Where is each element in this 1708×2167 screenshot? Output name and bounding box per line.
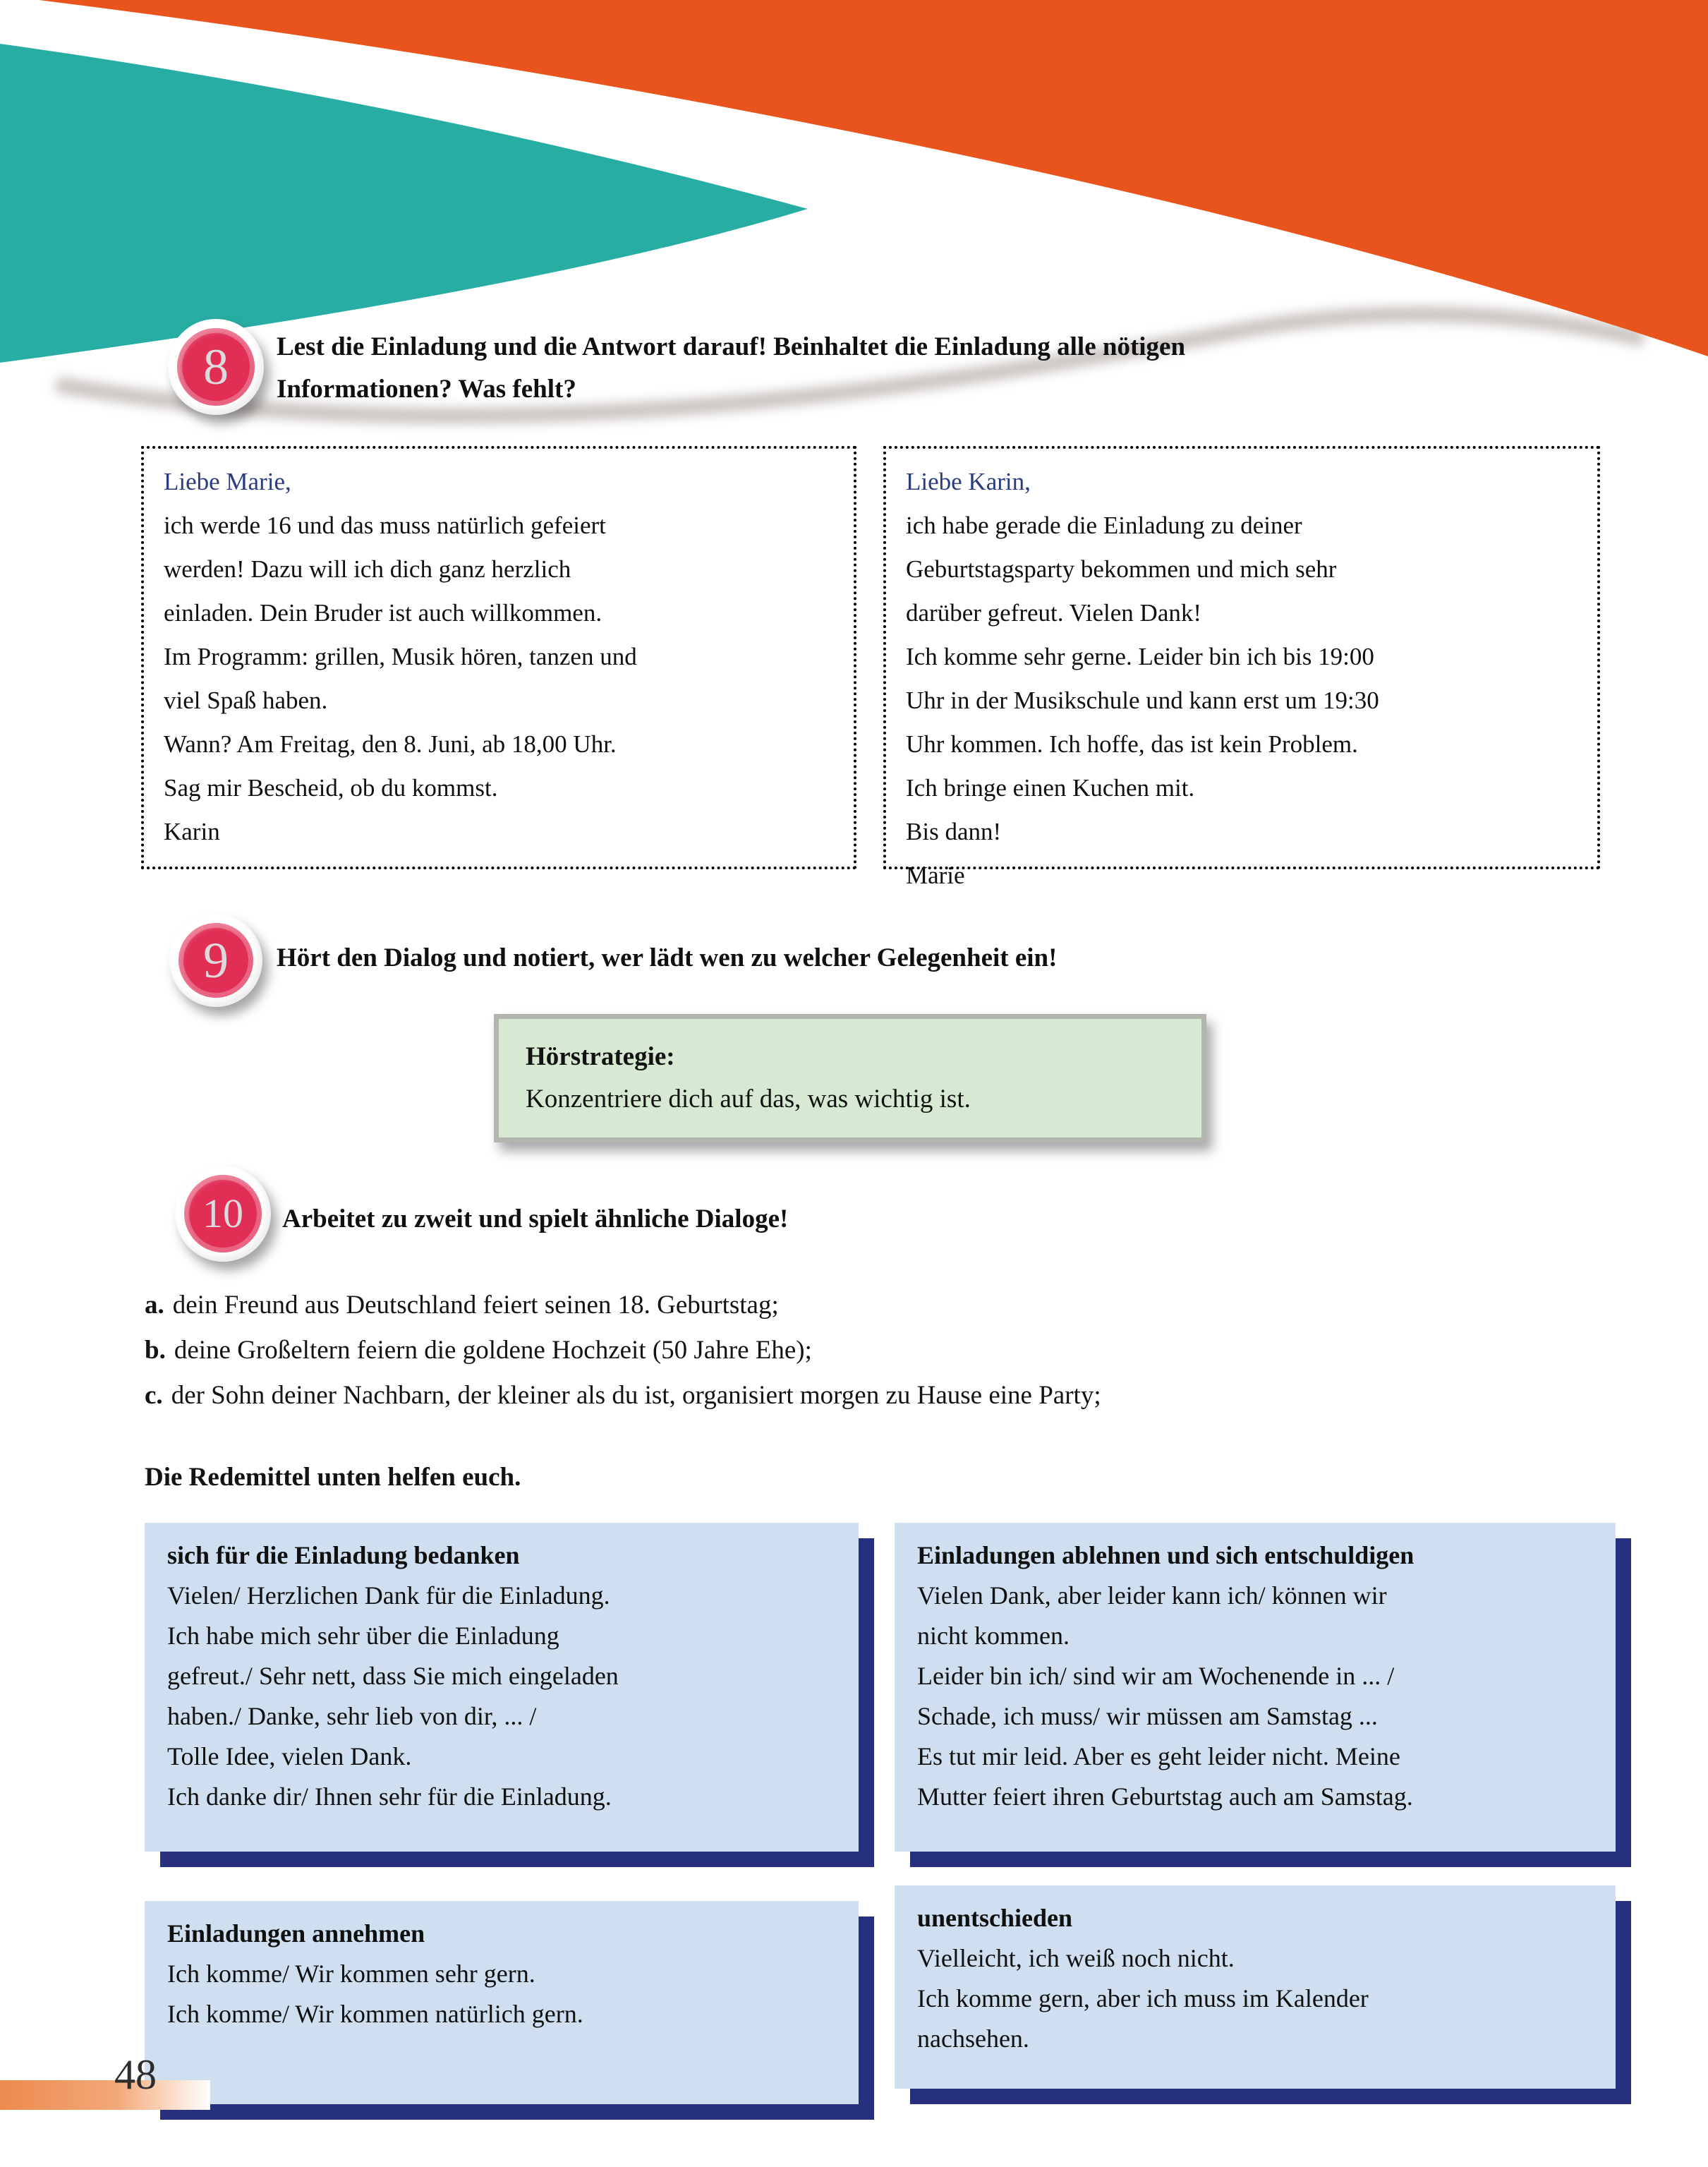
task-item-b: [145, 1328, 812, 1373]
redemittel-line: Es tut mir leid. Aber es geht leider nicht. Meine: [917, 1742, 1400, 1770]
letter-right-line: Ich bringe einen Kuchen mit.: [906, 774, 1195, 802]
letter-right-line: Bis dann!: [906, 818, 1002, 845]
redemittel-line: Vielen/ Herzlichen Dank für die Einladung.: [167, 1581, 610, 1610]
redemittel-box-thanks-title: sich für die Einladung bedanken: [167, 1541, 520, 1569]
letter-left-line: Wann? Am Freitag, den 8. Juni, ab 18,00 Uhr.: [164, 730, 617, 758]
exercise-9-number: [178, 923, 253, 998]
redemittel-box-decline: [895, 1523, 1616, 1852]
redemittel-line: Vielen Dank, aber leider kann ich/ können wir: [917, 1581, 1387, 1610]
strategy-box-title: Hörstrategie:: [526, 1042, 675, 1071]
letter-right-line: Uhr kommen. Ich hoffe, das ist kein Problem.: [906, 730, 1358, 758]
redemittel-line: Ich habe mich sehr über die Einladung: [167, 1622, 559, 1650]
redemittel-box-decline-title: Einladungen ablehnen und sich entschuldigen: [917, 1541, 1415, 1569]
redemittel-box-undecided-title: unentschieden: [917, 1904, 1073, 1932]
letter-left-line: werden! Dazu will ich dich ganz herzlich: [164, 555, 571, 583]
redemittel-box-accept: [145, 1901, 859, 2104]
letter-left-line: ich werde 16 und das muss natürlich gefeiert: [164, 512, 606, 539]
exercise-8-title: [277, 326, 1546, 411]
letter-right-line: ich habe gerade die Einladung zu deiner: [906, 512, 1302, 539]
exercise-10-title-line1: Arbeitet zu zweit und spielt ähnliche Dialoge!: [282, 1205, 789, 1233]
letter-right-line: darüber gefreut. Vielen Dank!: [906, 599, 1202, 627]
task-item-b-text: deine Großeltern feiern die goldene Hochzeit (50 Jahre Ehe);: [174, 1336, 812, 1365]
task-item-a-label: a.: [145, 1291, 164, 1320]
exercise-8-title-line1: Lest die Einladung und die Antwort darauf! Beinhaltet die Einladung alle nötigen: [277, 332, 1186, 361]
exercise-8-badge: [168, 319, 264, 415]
task-item-c-label: c.: [145, 1381, 163, 1410]
letter-right-line: Uhr in der Musikschule und kann erst um 19:30: [906, 687, 1379, 714]
letter-right-greeting: Liebe Karin,: [906, 468, 1031, 495]
redemittel-box-thanks: [145, 1523, 859, 1852]
redemittel-line: Ich danke dir/ Ihnen sehr für die Einladung.: [167, 1782, 612, 1811]
footer-stripe: [0, 2080, 210, 2110]
exercise-8-number: [177, 328, 255, 406]
task-item-c-text: der Sohn deiner Nachbarn, der kleiner als du ist, organisiert morgen zu Hause eine Party;: [171, 1381, 1101, 1410]
letter-left-greeting: Liebe Marie,: [164, 468, 291, 495]
exercise-8-title-line2: Informationen? Was fehlt?: [277, 375, 576, 404]
exercise-10-badge: [175, 1166, 271, 1262]
redemittel-box-accept-title: Einladungen annehmen: [167, 1919, 425, 1948]
letter-left-line: Im Programm: grillen, Musik hören, tanzen und: [164, 643, 637, 670]
exercise-9-badge: [169, 914, 262, 1007]
redemittel-line: Leider bin ich/ sind wir am Wochenende in ... /: [917, 1662, 1395, 1690]
redemittel-line: Vielleicht, ich weiß noch nicht.: [917, 1944, 1235, 1972]
redemittel-line: Tolle Idee, vielen Dank.: [167, 1742, 412, 1770]
redemittel-line: haben./ Danke, sehr lieb von dir, ... /: [167, 1702, 537, 1730]
exercise-9-title-line1: Hört den Dialog und notiert, wer lädt wen zu welcher Gelegenheit ein!: [277, 943, 1058, 972]
letter-left-line: Karin: [164, 818, 220, 845]
page-number: 48: [114, 2051, 157, 2098]
header-decoration: [0, 0, 1708, 494]
redemittel-intro: Die Redemittel unten helfen euch.: [145, 1463, 521, 1492]
exercise-9-number-text: 9: [203, 932, 229, 989]
exercise-10-number: [184, 1175, 262, 1252]
redemittel-line: gefreut./ Sehr nett, dass Sie mich eingeladen: [167, 1662, 619, 1690]
redemittel-line: Ich komme/ Wir kommen sehr gern.: [167, 1960, 535, 1988]
redemittel-line: nicht kommen.: [917, 1622, 1070, 1650]
letter-right-line: Ich komme sehr gerne. Leider bin ich bis 19:00: [906, 643, 1374, 670]
exercise-10-number-text: 10: [202, 1190, 243, 1236]
letter-left-line: viel Spaß haben.: [164, 687, 328, 714]
reply-letter-box: [883, 446, 1600, 889]
exercise-10-title: [282, 1198, 1482, 1241]
exercise-9-title: [277, 937, 1617, 979]
redemittel-line: Ich komme gern, aber ich muss im Kalender: [917, 1984, 1369, 2012]
exercise-8-number-text: 8: [203, 339, 229, 395]
task-item-a: [145, 1283, 779, 1328]
redemittel-box-undecided: [895, 1885, 1616, 2089]
task-item-a-text: dein Freund aus Deutschland feiert seinen 18. Geburtstag;: [172, 1291, 779, 1320]
redemittel-line: Ich komme/ Wir kommen natürlich gern.: [167, 2000, 583, 2028]
redemittel-line: Schade, ich muss/ wir müssen am Samstag ...: [917, 1702, 1378, 1730]
task-item-b-label: b.: [145, 1336, 166, 1365]
strategy-box-text: Konzentriere dich auf das, was wichtig ist.: [526, 1085, 971, 1113]
redemittel-line: Mutter feiert ihren Geburtstag auch am Samstag.: [917, 1782, 1413, 1811]
redemittel-line: nachsehen.: [917, 2024, 1029, 2053]
letter-left-line: Sag mir Bescheid, ob du kommst.: [164, 774, 498, 802]
letter-right-line: Geburtstagsparty bekommen und mich sehr: [906, 555, 1337, 583]
letter-right-line: Marie: [906, 862, 965, 889]
letter-left-line: einladen. Dein Bruder ist auch willkommen.: [164, 599, 602, 627]
strategy-box: [494, 1014, 1206, 1142]
invitation-letter-box: [141, 446, 856, 869]
task-item-c: [145, 1373, 1101, 1418]
